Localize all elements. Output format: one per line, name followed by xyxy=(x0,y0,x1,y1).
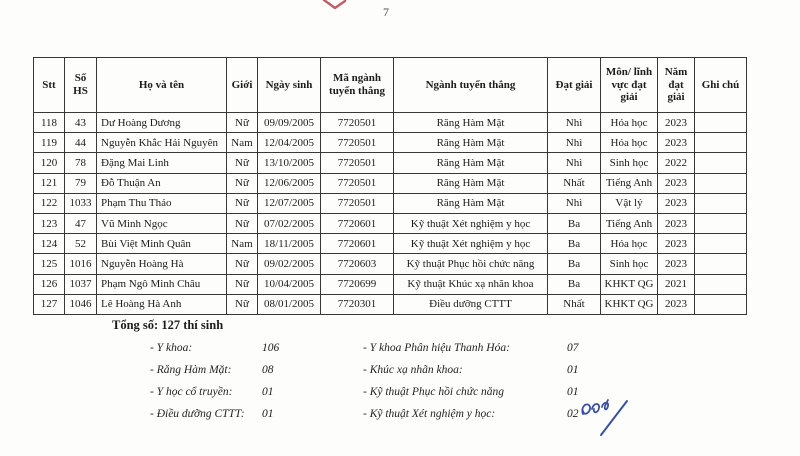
table-cell: 7720601 xyxy=(321,234,394,254)
summary-label: - Y học cổ truyền: xyxy=(150,386,233,398)
summary-item xyxy=(150,359,360,381)
summary-col-left xyxy=(150,337,360,425)
table-cell: 13/10/2005 xyxy=(258,153,321,173)
table-cell: Ba xyxy=(548,213,601,233)
table-cell: Bùi Việt Minh Quân xyxy=(97,234,227,254)
table-cell: Nữ xyxy=(227,193,258,213)
table-cell: 118 xyxy=(34,113,65,133)
table-cell: Nguyễn Khắc Hải Nguyên xyxy=(97,133,227,153)
table-cell xyxy=(695,213,747,233)
table-cell: 18/11/2005 xyxy=(258,234,321,254)
table-cell: Nữ xyxy=(227,294,258,314)
table-cell: Kỹ thuật Xét nghiệm y học xyxy=(394,234,548,254)
summary-label: - Răng Hàm Mặt: xyxy=(150,364,232,376)
col-header-dat-giai: Đạt giải xyxy=(548,58,601,113)
table-cell: Phạm Thu Thảo xyxy=(97,193,227,213)
table-cell: Răng Hàm Mặt xyxy=(394,113,548,133)
table-cell: 07/02/2005 xyxy=(258,213,321,233)
table-cell: Đặng Mai Linh xyxy=(97,153,227,173)
table-cell: 1016 xyxy=(65,254,97,274)
table-cell: 119 xyxy=(34,133,65,153)
table-cell: Nhì xyxy=(548,113,601,133)
table-cell: 2023 xyxy=(658,294,695,314)
table-cell: 12/04/2005 xyxy=(258,133,321,153)
table-cell: Răng Hàm Mặt xyxy=(394,153,548,173)
table-row xyxy=(34,213,747,233)
table-cell: Nữ xyxy=(227,113,258,133)
table-cell: Răng Hàm Mặt xyxy=(394,193,548,213)
table-cell: Hóa học xyxy=(601,113,658,133)
table-cell: Nhất xyxy=(548,294,601,314)
table-cell: Sinh học xyxy=(601,254,658,274)
summary-item xyxy=(363,359,633,381)
table-cell: 121 xyxy=(34,173,65,193)
table-cell: 122 xyxy=(34,193,65,213)
table-header-row xyxy=(34,58,747,113)
table-cell xyxy=(695,173,747,193)
table-cell: 7720501 xyxy=(321,193,394,213)
table-cell: Vật lý xyxy=(601,193,658,213)
table-cell: Nguyễn Hoàng Hà xyxy=(97,254,227,274)
table-cell: Hóa học xyxy=(601,234,658,254)
col-header-ghi-chu: Ghi chú xyxy=(695,58,747,113)
table-cell: Nữ xyxy=(227,274,258,294)
table-cell: Sinh học xyxy=(601,153,658,173)
table-cell: Nữ xyxy=(227,213,258,233)
summary-value: 106 xyxy=(262,342,280,354)
table-cell: 1033 xyxy=(65,193,97,213)
table-cell: Kỹ thuật Khúc xạ nhãn khoa xyxy=(394,274,548,294)
summary-value: 01 xyxy=(567,386,579,398)
table-cell: 7720699 xyxy=(321,274,394,294)
table-cell: Phạm Ngô Minh Châu xyxy=(97,274,227,294)
table-cell: Ba xyxy=(548,234,601,254)
table-cell: 09/09/2005 xyxy=(258,113,321,133)
summary-value: 01 xyxy=(262,408,274,420)
table-cell: Ba xyxy=(548,274,601,294)
roster-table-body xyxy=(34,113,747,315)
table-cell xyxy=(695,113,747,133)
table-cell: 2022 xyxy=(658,153,695,173)
table-cell xyxy=(695,133,747,153)
summary-item xyxy=(150,381,360,403)
table-cell: Nhì xyxy=(548,193,601,213)
table-cell: 7720501 xyxy=(321,153,394,173)
table-cell: Nữ xyxy=(227,254,258,274)
table-cell: 79 xyxy=(65,173,97,193)
table-cell xyxy=(695,234,747,254)
summary-value: 01 xyxy=(567,364,579,376)
table-cell: 12/06/2005 xyxy=(258,173,321,193)
table-cell: Lê Hoàng Hà Anh xyxy=(97,294,227,314)
summary-item xyxy=(150,337,360,359)
table-cell: Dư Hoàng Dương xyxy=(97,113,227,133)
table-cell: 1046 xyxy=(65,294,97,314)
table-cell: Nhì xyxy=(548,153,601,173)
table-cell: 125 xyxy=(34,254,65,274)
table-cell: 2023 xyxy=(658,213,695,233)
table-cell xyxy=(695,294,747,314)
summary-label: - Y khoa Phân hiệu Thanh Hóa: xyxy=(363,342,510,354)
col-header-ma-nganh: Mã ngành tuyển thẳng xyxy=(321,58,394,113)
summary-value: 07 xyxy=(567,342,579,354)
col-header-so-hs: Số HS xyxy=(65,58,97,113)
summary-label: - Kỹ thuật Phục hồi chức năng xyxy=(363,386,505,398)
table-cell: 7720603 xyxy=(321,254,394,274)
col-header-gioi: Giới xyxy=(227,58,258,113)
table-cell: 2023 xyxy=(658,193,695,213)
table-cell: 7720501 xyxy=(321,133,394,153)
table-cell: 2023 xyxy=(658,113,695,133)
table-cell: Điều dưỡng CTTT xyxy=(394,294,548,314)
table-cell xyxy=(695,274,747,294)
table-cell: Nhì xyxy=(548,133,601,153)
table-cell: 78 xyxy=(65,153,97,173)
table-cell: Nữ xyxy=(227,173,258,193)
col-header-nam-dat-giai: Năm đạt giải xyxy=(658,58,695,113)
table-cell: 12/07/2005 xyxy=(258,193,321,213)
table-cell: Tiếng Anh xyxy=(601,213,658,233)
table-cell: Tiếng Anh xyxy=(601,173,658,193)
table-cell: 124 xyxy=(34,234,65,254)
table-cell: Vũ Minh Ngọc xyxy=(97,213,227,233)
table-row xyxy=(34,274,747,294)
summary-label: - Khúc xạ nhãn khoa: xyxy=(363,364,463,376)
table-cell: 2023 xyxy=(658,234,695,254)
table-cell: 52 xyxy=(65,234,97,254)
summary-value: 02 xyxy=(567,408,579,420)
roster-table xyxy=(33,57,747,315)
table-cell: 44 xyxy=(65,133,97,153)
page-number: 7 xyxy=(383,5,389,19)
table-cell: 2023 xyxy=(658,254,695,274)
summary-value: 01 xyxy=(262,386,274,398)
table-row xyxy=(34,133,747,153)
table-row xyxy=(34,234,747,254)
summary-item xyxy=(150,403,360,425)
col-header-ngay-sinh: Ngày sinh xyxy=(258,58,321,113)
table-row xyxy=(34,254,747,274)
table-cell: 126 xyxy=(34,274,65,294)
table-cell: Nữ xyxy=(227,153,258,173)
table-cell: 7720301 xyxy=(321,294,394,314)
table-cell: 2023 xyxy=(658,173,695,193)
table-cell: Nam xyxy=(227,133,258,153)
table-cell: 127 xyxy=(34,294,65,314)
table-cell: Nam xyxy=(227,234,258,254)
table-cell: 2023 xyxy=(658,133,695,153)
red-pen-mark-icon xyxy=(318,0,352,12)
summary-label: - Y khoa: xyxy=(150,342,193,354)
table-row xyxy=(34,193,747,213)
summary-label: - Điều dưỡng CTTT: xyxy=(150,408,245,420)
table-cell: 2021 xyxy=(658,274,695,294)
col-header-stt: Stt xyxy=(34,58,65,113)
table-cell: KHKT QG xyxy=(601,294,658,314)
summary-total: Tổng số: 127 thí sinh xyxy=(112,318,224,332)
table-cell: 7720501 xyxy=(321,173,394,193)
col-header-mon-linh-vuc: Môn/ lĩnh vực đạt giải xyxy=(601,58,658,113)
table-cell: 08/01/2005 xyxy=(258,294,321,314)
table-row xyxy=(34,113,747,133)
table-cell: 7720501 xyxy=(321,113,394,133)
table-cell: Răng Hàm Mặt xyxy=(394,133,548,153)
summary-item xyxy=(363,337,633,359)
table-cell: Kỹ thuật Xét nghiệm y học xyxy=(394,213,548,233)
col-header-nganh: Ngành tuyển thẳng xyxy=(394,58,548,113)
table-cell: Răng Hàm Mặt xyxy=(394,173,548,193)
table-cell: Kỹ thuật Phục hồi chức năng xyxy=(394,254,548,274)
table-row xyxy=(34,294,747,314)
table-cell: Nhất xyxy=(548,173,601,193)
table-cell: Đỗ Thuận An xyxy=(97,173,227,193)
table-cell: 10/04/2005 xyxy=(258,274,321,294)
table-cell xyxy=(695,254,747,274)
table-cell: 1037 xyxy=(65,274,97,294)
summary-value: 08 xyxy=(262,364,274,376)
table-cell: 43 xyxy=(65,113,97,133)
table-cell: Ba xyxy=(548,254,601,274)
table-row xyxy=(34,153,747,173)
summary-label: - Kỹ thuật Xét nghiệm y học: xyxy=(363,408,496,420)
table-cell: 7720601 xyxy=(321,213,394,233)
table-cell: 09/02/2005 xyxy=(258,254,321,274)
table-cell: Hóa học xyxy=(601,133,658,153)
table-cell xyxy=(695,153,747,173)
table-cell: 123 xyxy=(34,213,65,233)
table-cell xyxy=(695,193,747,213)
table-cell: 47 xyxy=(65,213,97,233)
table-cell: KHKT QG xyxy=(601,274,658,294)
signature-scribble-icon xyxy=(575,393,637,437)
table-cell: 120 xyxy=(34,153,65,173)
col-header-ho-va-ten: Họ và tên xyxy=(97,58,227,113)
table-row xyxy=(34,173,747,193)
